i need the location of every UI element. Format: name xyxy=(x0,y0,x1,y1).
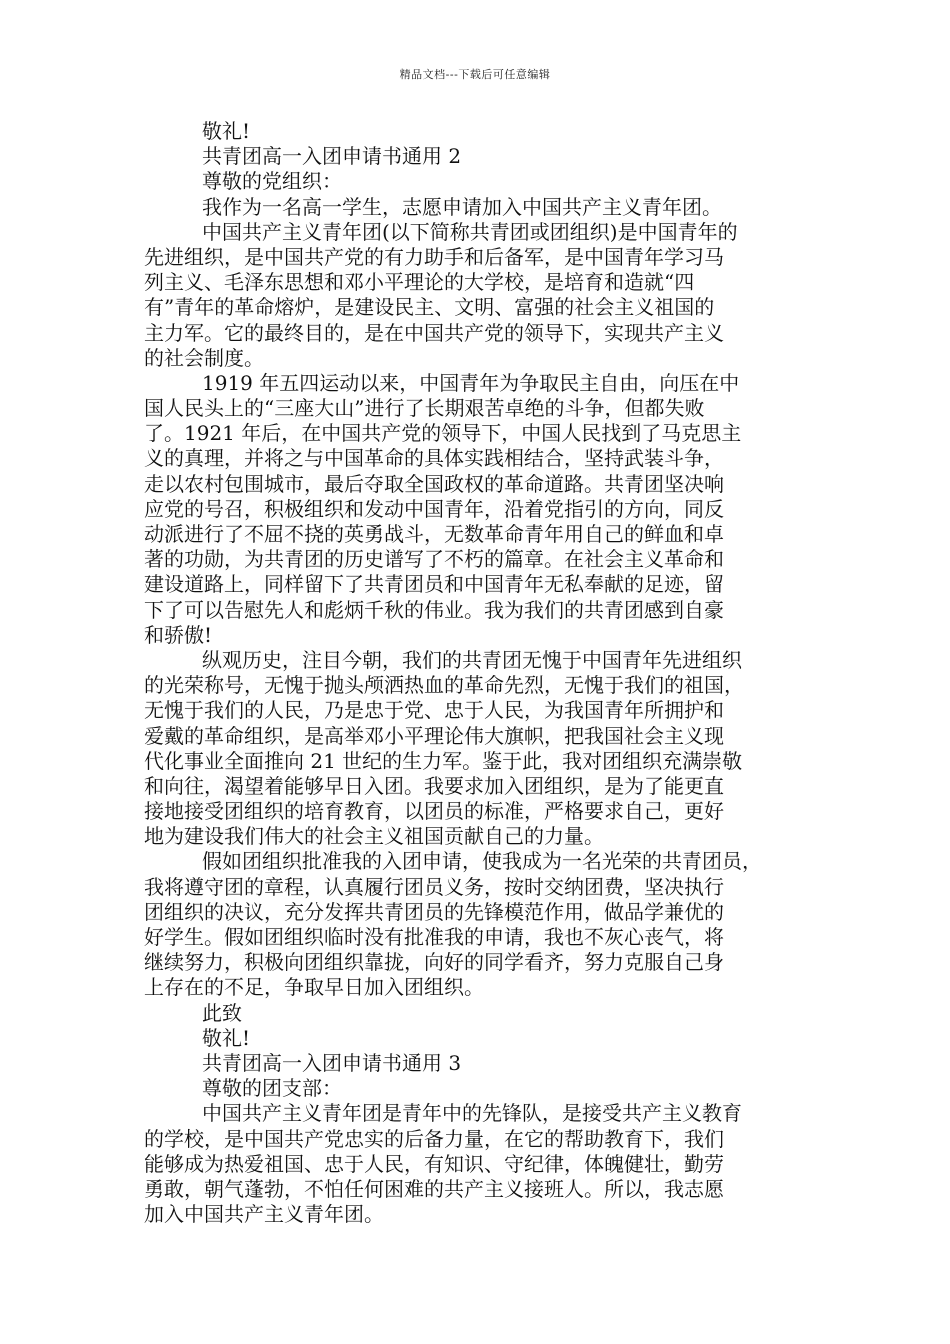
text-line: 主力军。它的最终目的，是在中国共产党的领导下，实现共产主义 xyxy=(144,320,724,345)
text-line: 应党的号召，积极组织和发动中国青年，沿着党指引的方向，同反 xyxy=(144,496,724,521)
text-line: 的光荣称号，无愧于抛头颅洒热血的革命先烈，无愧于我们的祖国， xyxy=(144,673,744,698)
text-line: 先进组织，是中国共产党的有力助手和后备军，是中国青年学习马 xyxy=(144,244,724,269)
text-line: 纵观历史，注目今朝，我们的共青团无愧于中国青年先进组织 xyxy=(202,647,742,672)
text-line: 尊敬的党组织： xyxy=(202,169,342,194)
text-line: 的社会制度。 xyxy=(144,345,264,370)
text-line: 中国共产主义青年团是青年中的先锋队，是接受共产主义教育 xyxy=(202,1101,742,1126)
text-line: 上存在的不足，争取早日加入团组织。 xyxy=(144,975,484,1000)
text-line: 共青团高一入团申请书通用 3 xyxy=(202,1050,462,1075)
text-line: 和向往，渴望着能够早日入团。我要求加入团组织，是为了能更直 xyxy=(144,773,724,798)
text-line: 勇敢，朝气蓬勃，不怕任何困难的共产主义接班人。所以，我志愿 xyxy=(144,1176,724,1201)
text-line: 此致 xyxy=(202,1000,242,1025)
text-line: 继续努力，积极向团组织靠拢，向好的同学看齐，努力克服自己身 xyxy=(144,950,724,975)
text-line: 无愧于我们的人民，乃是忠于党、忠于人民，为我国青年所拥护和 xyxy=(144,698,724,723)
text-line: 国人民头上的“三座大山”进行了长期艰苦卓绝的斗争，但都失败 xyxy=(144,396,705,421)
text-line: 建设道路上，同样留下了共青团员和中国青年无私奉献的足迹，留 xyxy=(144,572,724,597)
text-line: 爱戴的革命组织，是高举邓小平理论伟大旗帜，把我国社会主义现 xyxy=(144,723,724,748)
text-line: 尊敬的团支部： xyxy=(202,1076,342,1101)
text-line: 和骄傲! xyxy=(144,622,213,647)
text-line: 假如团组织批准我的入团申请，使我成为一名光荣的共青团员， xyxy=(202,849,762,874)
text-line: 中国共产主义青年团(以下简称共青团或团组织)是中国青年的 xyxy=(202,219,738,244)
text-line: 列主义、毛泽东思想和邓小平理论的大学校，是培育和造就“四 xyxy=(144,270,695,295)
text-line: 我将遵守团的章程，认真履行团员义务，按时交纳团费，坚决执行 xyxy=(144,874,724,899)
text-line: 代化事业全面推向 21 世纪的生力军。鉴于此，我对团组织充满崇敬 xyxy=(144,748,743,773)
text-line: 能够成为热爱祖国、忠于人民，有知识、守纪律，体魄健壮，勤劳 xyxy=(144,1151,724,1176)
text-line: 敬礼! xyxy=(202,119,251,143)
text-line: 地为建设我们伟大的社会主义祖国贡献自己的力量。 xyxy=(144,824,604,849)
text-line: 好学生。假如团组织临时没有批准我的申请，我也不灰心丧气，将 xyxy=(144,925,724,949)
text-line: 共青团高一入团申请书通用 2 xyxy=(202,144,462,169)
text-line: 的学校，是中国共产党忠实的后备力量，在它的帮助教育下，我们 xyxy=(144,1126,724,1151)
page-header: 精品文档---下载后可任意编辑 xyxy=(399,68,551,81)
text-line: 团组织的决议，充分发挥共青团员的先锋模范作用，做品学兼优的 xyxy=(144,899,724,924)
text-line: 敬礼! xyxy=(202,1025,251,1050)
text-line: 义的真理，并将之与中国革命的具体实践相结合，坚持武装斗争， xyxy=(144,446,724,471)
text-line: 了。1921 年后，在中国共产党的领导下，中国人民找到了马克思主 xyxy=(144,421,742,446)
text-line: 接地接受团组织的培育教育，以团员的标准，严格要求自己，更好 xyxy=(144,799,724,824)
text-line: 走以农村包围城市，最后夺取全国政权的革命道路。共青团坚决响 xyxy=(144,471,724,496)
text-line: 我作为一名高一学生，志愿申请加入中国共产主义青年团。 xyxy=(202,194,722,219)
text-line: 下了可以告慰先人和彪炳千秋的伟业。我为我们的共青团感到自豪 xyxy=(144,597,724,622)
document-body xyxy=(144,119,818,1227)
text-line: 著的功勋，为共青团的历史谱写了不朽的篇章。在社会主义革命和 xyxy=(144,547,724,572)
text-line: 1919 年五四运动以来，中国青年为争取民主自由，向压在中 xyxy=(202,370,740,395)
text-line: 动派进行了不屈不挠的英勇战斗，无数革命青年用自己的鲜血和卓 xyxy=(144,522,724,546)
text-line: 有”青年的革命熔炉，是建设民主、文明、富强的社会主义祖国的 xyxy=(144,295,715,320)
text-line: 加入中国共产主义青年团。 xyxy=(144,1202,384,1227)
